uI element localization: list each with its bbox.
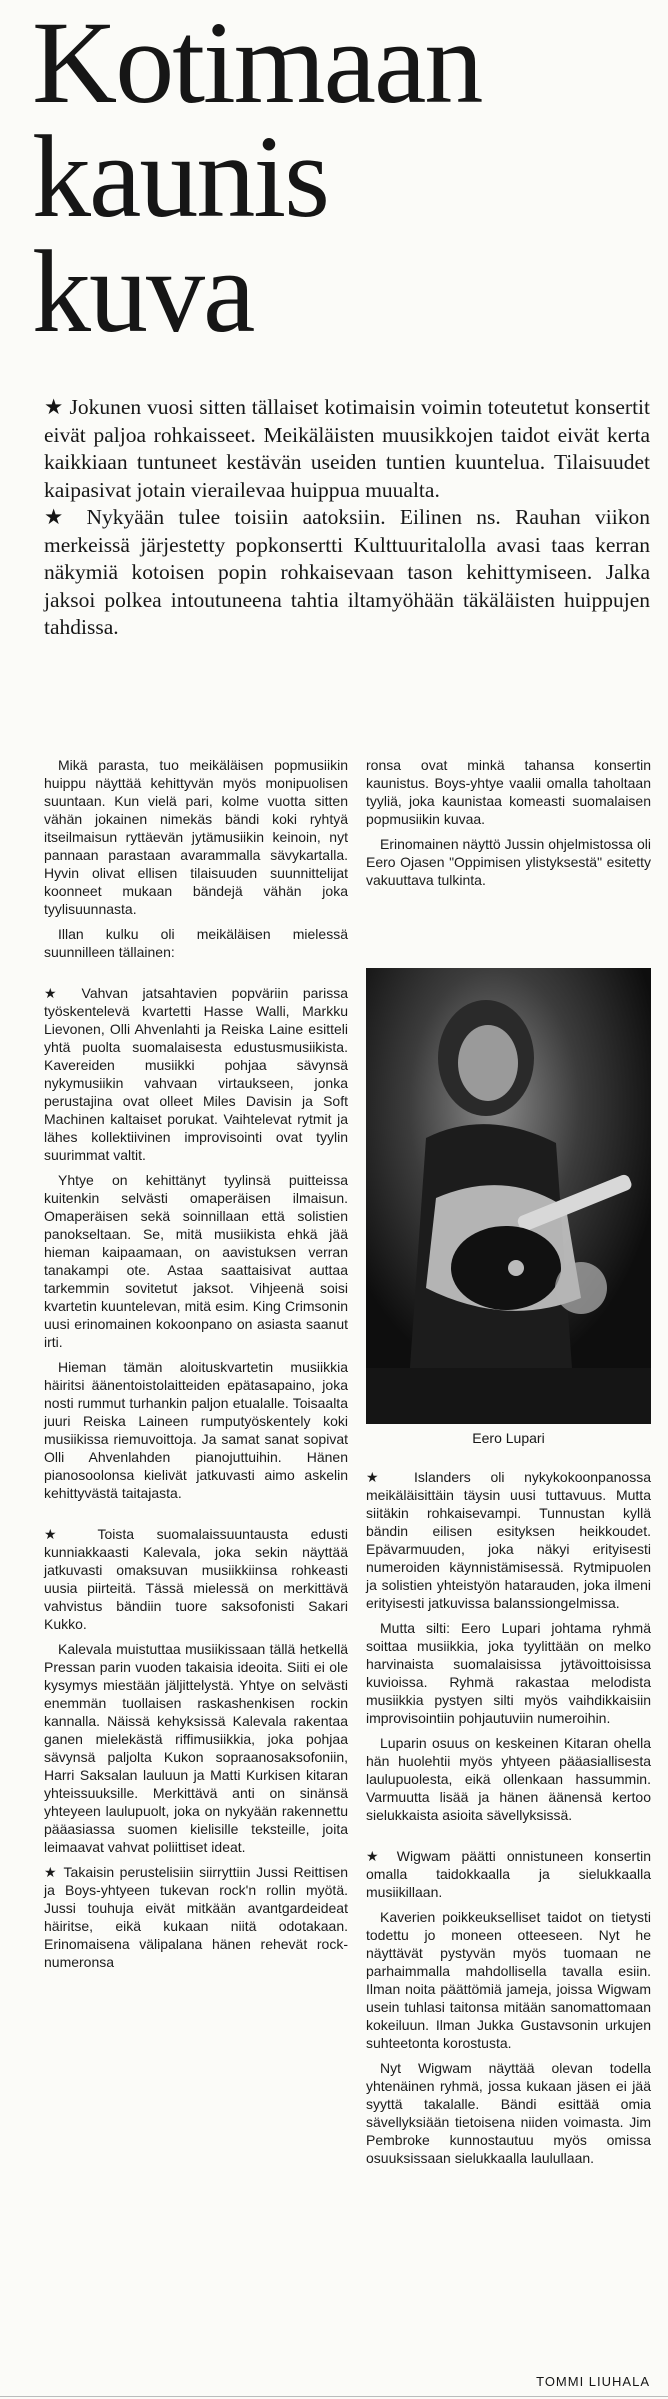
left-column (44, 756, 348, 1978)
body-paragraph: Illan kulku oli meikäläisen mielessä suunnilleen tällainen: (44, 926, 348, 960)
guitarist-photo-image (366, 968, 651, 1424)
body-paragraph: Luparin osuus on keskeinen Kitaran ohella hän huolehtii myös yhtyeen pääasiallisesta laulupuolesta, eikä ollenkaan hassummin. Varmuutta lisää ja hänen äänensä kertoo sielukkaista asioita sävellyksissä. (366, 1735, 651, 1823)
body-paragraph: ★ Islanders oli nykykokoonpanossa meikäläisittäin täysin uusi tuttavuus. Mutta siitäkin rohkaisevampi. Tunnustan kyllä bändin eilisen esityksen heikkoudet. Epävarmuuden, joka näkyi erityisesti numeroiden käynnistämisessä. Rytmipuolen ja solistien yhteistyön hatarauden, joka ilmeni erityisesti jatkuvissa balanssiongelmissa. (366, 1469, 651, 1611)
lead-paragraphs (44, 394, 650, 642)
body-paragraph: ★ Vahvan jatsahtavien popväriin parissa työskentelevä kvartetti Hasse Walli, Markku Lievonen, Olli Ahvenlahti ja Reiska Laine esitteli yhtä puolta suomalaisesta edustusmusiikista. Kavereiden musiikki pohjaa sävynsä nykymusiikin vahvaan virtaukseen, jonka perustajina ovat olleet Miles Davisin ja Soft Machinen kaltaiset porukat. Vaihtelevat rytmit ja lähes kollektiivinen improvisointi ovat tyylin suurimmat valtit. (44, 985, 348, 1163)
lead-paragraph: ★ Nykyään tulee toisiin aatoksiin. Eilinen ns. Rauhan viikon merkeissä järjestetty popkonsertti Kulttuuritalolla avasi taas kerran näkymiä kotoisen popin rohkaisevaan tason kehittymiseen. Jalka jaksoi polkea intoutuneena tahtia iltamyöhään täkäläisten huippujen tahdissa. (44, 505, 650, 639)
bottom-divider (0, 2396, 668, 2397)
body-paragraph: ronsa ovat minkä tahansa konsertin kaunistus. Boys-yhtye vaalii omalla taholtaan tyyliä, joka kaunistaa komeasti suomalaisen popmusiikin kuvaa. (366, 757, 651, 827)
concert-photo (366, 968, 651, 1424)
body-paragraph: Mutta silti: Eero Lupari johtama ryhmä soittaa musiikkia, joka tyylittään on melko harvinaista suomalaisissa jytävoittoisissa kuvioissa. Ryhmä rakastaa melodista musiikkia pystyen silti myös vaihdikkaisiin improvisointiin pohjautuviin numeroihin. (366, 1620, 651, 1726)
body-paragraph: Yhtye on kehittänyt tyylinsä puitteissa kuitenkin selvästi omaperäisen ilmaisun. Omaperäisen sekä soinnillaan että solistien panokseltaan. Se, mitä musiikista ehkä jää hieman kaipaamaan, on aavistuksen verran tanakampi ote. Astaa saattaisivat auttaa tarkemmin sovitetut jaksot. Vihjeenä soisi kvartetin kuuntelevan, mitä esim. King Crimsonin uusi erinomainen kokoonpano on asiasta saanut irti. (44, 1172, 348, 1350)
lead-paragraph: ★ Jokunen vuosi sitten tällaiset kotimaisin voimin toteutetut konsertit eivät paljoa rohkaisseet. Meikäläisten muusikkojen taidot eivät kerta kaikkiaan tuntuneet kestävän useiden tuntien kuuntelua. Tilaisuudet kaipasivat jotain vierailevaa huippua muualta. (44, 395, 650, 502)
headline-line-3: kuva (32, 225, 254, 357)
body-paragraph: Nyt Wigwam näyttää olevan todella yhtenäinen ryhmä, jossa kukaan jäsen ei jää syyttä takalalle. Bändi esittää omia sävellyksiään tietoisena niiden voimasta. Jim Pembroke kunnostautuu myös omissa osuuksissaan sielukkaalla laulullaan. (366, 2060, 651, 2166)
body-paragraph: Erinomainen näyttö Jussin ohjelmistossa oli Eero Ojasen "Oppimisen ylistyksestä" esitetty vakuuttava tulkinta. (366, 836, 651, 888)
author-byline: TOMMI LIUHALA (536, 2374, 650, 2389)
body-paragraph: ★ Toista suomalaissuuntausta edusti kunniakkaasti Kalevala, joka sekin näyttää jatkuvasti omaksuvan musiikkiinsa rohkeasti uusia piirteitä. Tässä mielessä on merkittävä vahvistus bändiin tuore saksofonisti Sakari Kukko. (44, 1526, 348, 1632)
photo-caption: Eero Lupari (472, 1430, 545, 1446)
body-paragraph: Kalevala muistuttaa musiikissaan tällä hetkellä Pressan parin vuoden takaisia ideoita. Siiti ei ole kysymys miestään jäljittelystä. Yhtye on selvästi enemmän tuollaisen raskashenkisen rockin kannalla. Näissä kehyksissä Kalevala rakentaa ganen mielekästä riffimusiikkia, joka pohjaa sävynsä paljolta Kukon sopraanosaksofoniin, Harri Saksalan lauluun ja Matti Kurkisen kitaran yhteissuuksille. Merkittävä anti on sinänsä yhteyeen laulupuolt, joka on nykyään rakennettu pääasiassa suomen kielisille teksteille, joita leimaavat vahvat poliittiset ideat. (44, 1641, 348, 1855)
body-paragraph: ★ Wigwam päätti onnistuneen konsertin omalla taidokkaalla ja sielukkaalla musiikillaan. (366, 1848, 651, 1900)
headline (32, 0, 652, 357)
body-paragraph: Mikä parasta, tuo meikäläisen popmusiikin huippu näyttää kehittyvän myös monipuolisen suuntaan. Kun vielä pari, kolme vuotta sitten vähän jokainen nimekäs bändi koki ryhtyä itseilmaisun ryttäevän jytämusiikin keinoin, nyt pannaan parastaan avarammalla sävykartalla. Hyvin olivat ellisen tilaisuuden suunnittelijat koonneet mukaan bändejä vähän joka tyylisuunnasta. (44, 757, 348, 917)
headline-line-2: kaunis (32, 111, 329, 243)
right-column-bottom (366, 1468, 651, 2174)
body-paragraph: Hieman tämän aloituskvartetin musiikkia häiritsi äänentoistolaitteiden epätasapaino, joka nosti rummut turhankin paljon etualalle. Toisaalta juuri Reiska Laineen rumputyöskentely koki musiikissa riemuvoittoja. Ja samat sanat sopivat Olli Ahvenlahden pianojuttuihin. Hänen pianosoolonsa kielivät jatkuvasti aimo askelin kehittyvästä taitajasta. (44, 1359, 348, 1501)
right-column-top (366, 756, 651, 896)
body-paragraph: ★ Takaisin perustelisiin siirryttiin Jussi Reittisen ja Boys-yhtyeen tukevan rock'n rollin myötä. Jussi touhuja eivät mitkään avantgardeideat häiritse, eikä kukaan niitä odotakaan. Erinomaisena välipalana hänen rehevät rock-numeronsa (44, 1864, 348, 1970)
body-paragraph: Kaverien poikkeukselliset taidot on tietysti todettu jo moneen otteeseen. Nyt he näyttävät pystyvän myös tuomaan ne parhaimmalla mahdollisella tavalla esiin. Ilman noita päättömiä jameja, joissa Wigwam usein tuhlasi taitonsa mitään sanomattomaan kokeiluun. Ilman Jukka Gustavsonin urkujen suhteetonta korostusta. (366, 1909, 651, 2051)
headline-line-1: Kotimaan (32, 0, 482, 128)
